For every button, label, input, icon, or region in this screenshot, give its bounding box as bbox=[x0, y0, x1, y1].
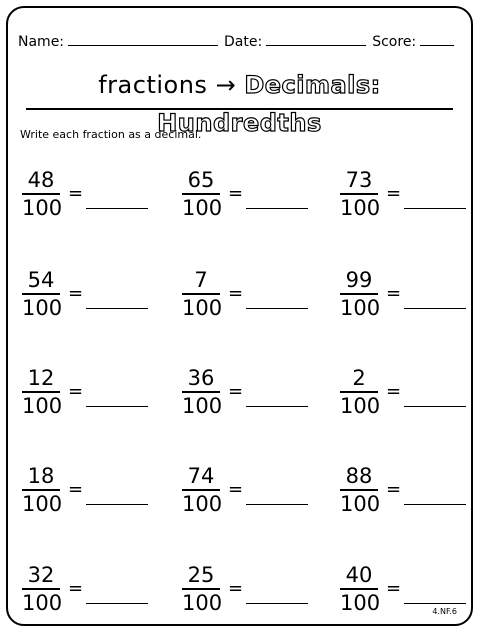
fraction-problem bbox=[22, 464, 172, 524]
equals-sign: = bbox=[228, 479, 244, 500]
fraction-problem bbox=[340, 168, 483, 228]
equals-sign: = bbox=[68, 381, 84, 402]
fraction-problem bbox=[340, 464, 483, 524]
answer-blank[interactable] bbox=[246, 603, 308, 604]
fraction-problem bbox=[182, 168, 332, 228]
fraction-denominator: 100 bbox=[340, 296, 381, 320]
fraction-denominator: 100 bbox=[340, 492, 381, 516]
fraction-denominator: 100 bbox=[340, 196, 381, 220]
worksheet-page bbox=[6, 6, 473, 626]
answer-blank[interactable] bbox=[86, 504, 148, 505]
fraction-numerator: 32 bbox=[22, 563, 60, 590]
fraction-numerator: 99 bbox=[340, 268, 378, 295]
fraction-problem bbox=[340, 268, 483, 328]
fraction-numerator: 7 bbox=[182, 268, 220, 295]
fraction-denominator: 100 bbox=[182, 196, 223, 220]
fraction-denominator: 100 bbox=[340, 591, 381, 615]
answer-blank[interactable] bbox=[246, 406, 308, 407]
fraction-numerator: 88 bbox=[340, 464, 378, 491]
fraction-denominator: 100 bbox=[182, 591, 223, 615]
fraction bbox=[182, 168, 223, 220]
equals-sign: = bbox=[228, 283, 244, 304]
fraction-denominator: 100 bbox=[22, 196, 63, 220]
answer-blank[interactable] bbox=[86, 308, 148, 309]
name-label: Name: bbox=[18, 34, 65, 50]
fraction-denominator: 100 bbox=[22, 591, 63, 615]
fraction-numerator: 74 bbox=[182, 464, 220, 491]
score-label: Score: bbox=[372, 34, 417, 50]
equals-sign: = bbox=[386, 479, 402, 500]
fraction-numerator: 40 bbox=[340, 563, 378, 590]
fraction-problem bbox=[22, 366, 172, 426]
fraction bbox=[340, 563, 381, 615]
fraction-numerator: 36 bbox=[182, 366, 220, 393]
fraction-numerator: 25 bbox=[182, 563, 220, 590]
fraction-denominator: 100 bbox=[22, 394, 63, 418]
answer-blank[interactable] bbox=[404, 406, 466, 407]
answer-blank[interactable] bbox=[246, 208, 308, 209]
fraction bbox=[22, 168, 63, 220]
answer-blank[interactable] bbox=[404, 208, 466, 209]
title-word-decimals: Decimals: Hundredths bbox=[157, 71, 381, 137]
fraction-numerator: 54 bbox=[22, 268, 60, 295]
fraction-problem bbox=[182, 268, 332, 328]
equals-sign: = bbox=[228, 381, 244, 402]
arrow-icon: → bbox=[215, 71, 237, 99]
fraction bbox=[182, 268, 223, 320]
answer-blank[interactable] bbox=[86, 406, 148, 407]
fraction bbox=[22, 268, 63, 320]
title-word-fractions: fractions bbox=[98, 71, 208, 99]
fraction-problem bbox=[340, 563, 483, 623]
equals-sign: = bbox=[386, 183, 402, 204]
equals-sign: = bbox=[228, 183, 244, 204]
fraction-problem bbox=[182, 464, 332, 524]
fraction-numerator: 48 bbox=[22, 168, 60, 195]
answer-blank[interactable] bbox=[404, 308, 466, 309]
answer-blank[interactable] bbox=[86, 603, 148, 604]
fraction bbox=[22, 464, 63, 516]
name-field[interactable] bbox=[68, 35, 218, 46]
fraction-denominator: 100 bbox=[22, 296, 63, 320]
equals-sign: = bbox=[68, 183, 84, 204]
score-field[interactable] bbox=[420, 35, 454, 46]
equals-sign: = bbox=[386, 283, 402, 304]
fraction bbox=[340, 366, 381, 418]
fraction-numerator: 73 bbox=[340, 168, 378, 195]
fraction bbox=[340, 464, 381, 516]
fraction-denominator: 100 bbox=[22, 492, 63, 516]
standard-code: 4.NF.6 bbox=[432, 607, 457, 616]
date-field[interactable] bbox=[266, 35, 366, 46]
answer-blank[interactable] bbox=[246, 308, 308, 309]
fraction bbox=[340, 268, 381, 320]
equals-sign: = bbox=[228, 578, 244, 599]
fraction-numerator: 12 bbox=[22, 366, 60, 393]
fraction-numerator: 2 bbox=[340, 366, 378, 393]
fraction-problem bbox=[182, 563, 332, 623]
equals-sign: = bbox=[68, 479, 84, 500]
date-label: Date: bbox=[224, 34, 263, 50]
fraction-problem bbox=[22, 563, 172, 623]
fraction bbox=[340, 168, 381, 220]
equals-sign: = bbox=[68, 283, 84, 304]
fraction-denominator: 100 bbox=[340, 394, 381, 418]
answer-blank[interactable] bbox=[86, 208, 148, 209]
fraction-problem bbox=[340, 366, 483, 426]
fraction-problem bbox=[22, 268, 172, 328]
instructions-text: Write each fraction as a decimal. bbox=[20, 128, 202, 141]
fraction-denominator: 100 bbox=[182, 296, 223, 320]
answer-blank[interactable] bbox=[404, 504, 466, 505]
fraction-numerator: 18 bbox=[22, 464, 60, 491]
fraction bbox=[182, 366, 223, 418]
fraction-problem bbox=[22, 168, 172, 228]
fraction-denominator: 100 bbox=[182, 492, 223, 516]
answer-blank[interactable] bbox=[404, 603, 466, 604]
fraction bbox=[22, 366, 63, 418]
fraction bbox=[182, 563, 223, 615]
answer-blank[interactable] bbox=[246, 504, 308, 505]
equals-sign: = bbox=[68, 578, 84, 599]
fraction-denominator: 100 bbox=[182, 394, 223, 418]
fraction-numerator: 65 bbox=[182, 168, 220, 195]
fraction bbox=[182, 464, 223, 516]
header-row bbox=[18, 34, 463, 50]
fraction-problem bbox=[182, 366, 332, 426]
equals-sign: = bbox=[386, 578, 402, 599]
fraction bbox=[22, 563, 63, 615]
equals-sign: = bbox=[386, 381, 402, 402]
